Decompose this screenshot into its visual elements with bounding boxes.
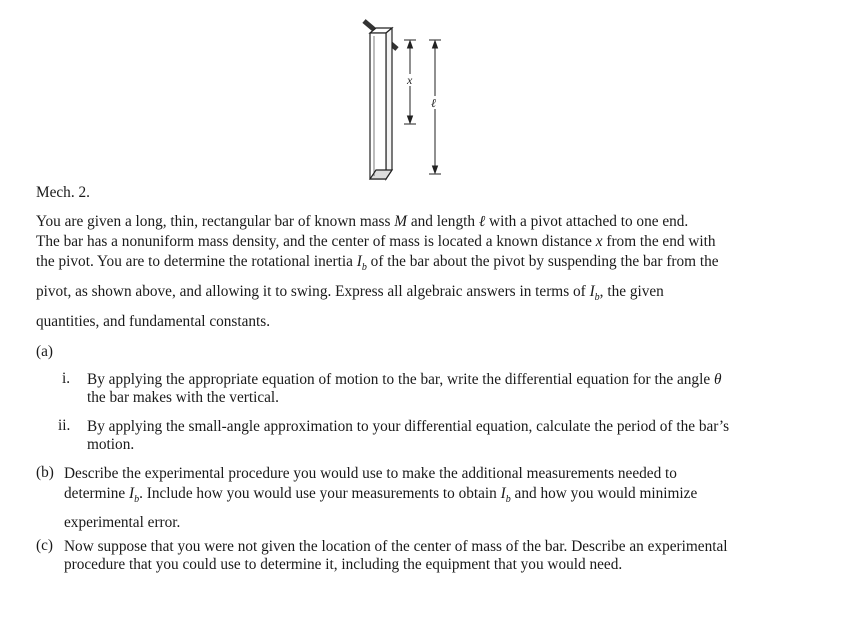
part-a-i-text: By applying the appropriate equation of motion to the bar, write the differential equation for the angle θ the bar makes with the vertical. bbox=[87, 371, 722, 406]
x-label: x bbox=[407, 73, 413, 87]
length-label: ℓ bbox=[431, 96, 436, 110]
part-b-text: Describe the experimental procedure you would use to make the additional measurements needed to determine $I_b$. Include how you would use your measurements to obtain $I_b$ and how you would minimize experimental error. bbox=[64, 465, 698, 531]
part-a-i-number: i. bbox=[62, 370, 71, 387]
problem-title: Mech. 2. bbox=[36, 184, 90, 201]
bar-front-face bbox=[370, 33, 386, 179]
bar-pivot-diagram bbox=[355, 14, 455, 184]
part-a-ii-number: ii. bbox=[58, 417, 71, 434]
problem-statement: You are given a long, thin, rectangular bar of known mass M and length ℓ with a pivot attached to one end. The bar has a nonuniform mass density, and the center of mass is located a known distance x from the end with the pivot. You are to determine the rotational inertia $I_b$ of the bar about the pivot by suspending the bar from the pivot, as shown above, and allowing it to swing. Express all algebraic answers in terms of $I_b$, the given quantities, and fundamental constants. bbox=[36, 213, 719, 330]
bar-side-face bbox=[386, 28, 392, 179]
part-c-text: Now suppose that you were not given the location of the center of mass of the bar. Describe an experimental procedure that you could use to determine it, including the equipment that you would need. bbox=[64, 538, 728, 573]
part-a-label: (a) bbox=[36, 343, 53, 360]
part-a-ii-text: By applying the small-angle approximation to your differential equation, calculate the period of the bar’s motion. bbox=[87, 418, 730, 453]
part-b-label: (b) bbox=[36, 464, 54, 481]
part-c-label: (c) bbox=[36, 537, 53, 554]
